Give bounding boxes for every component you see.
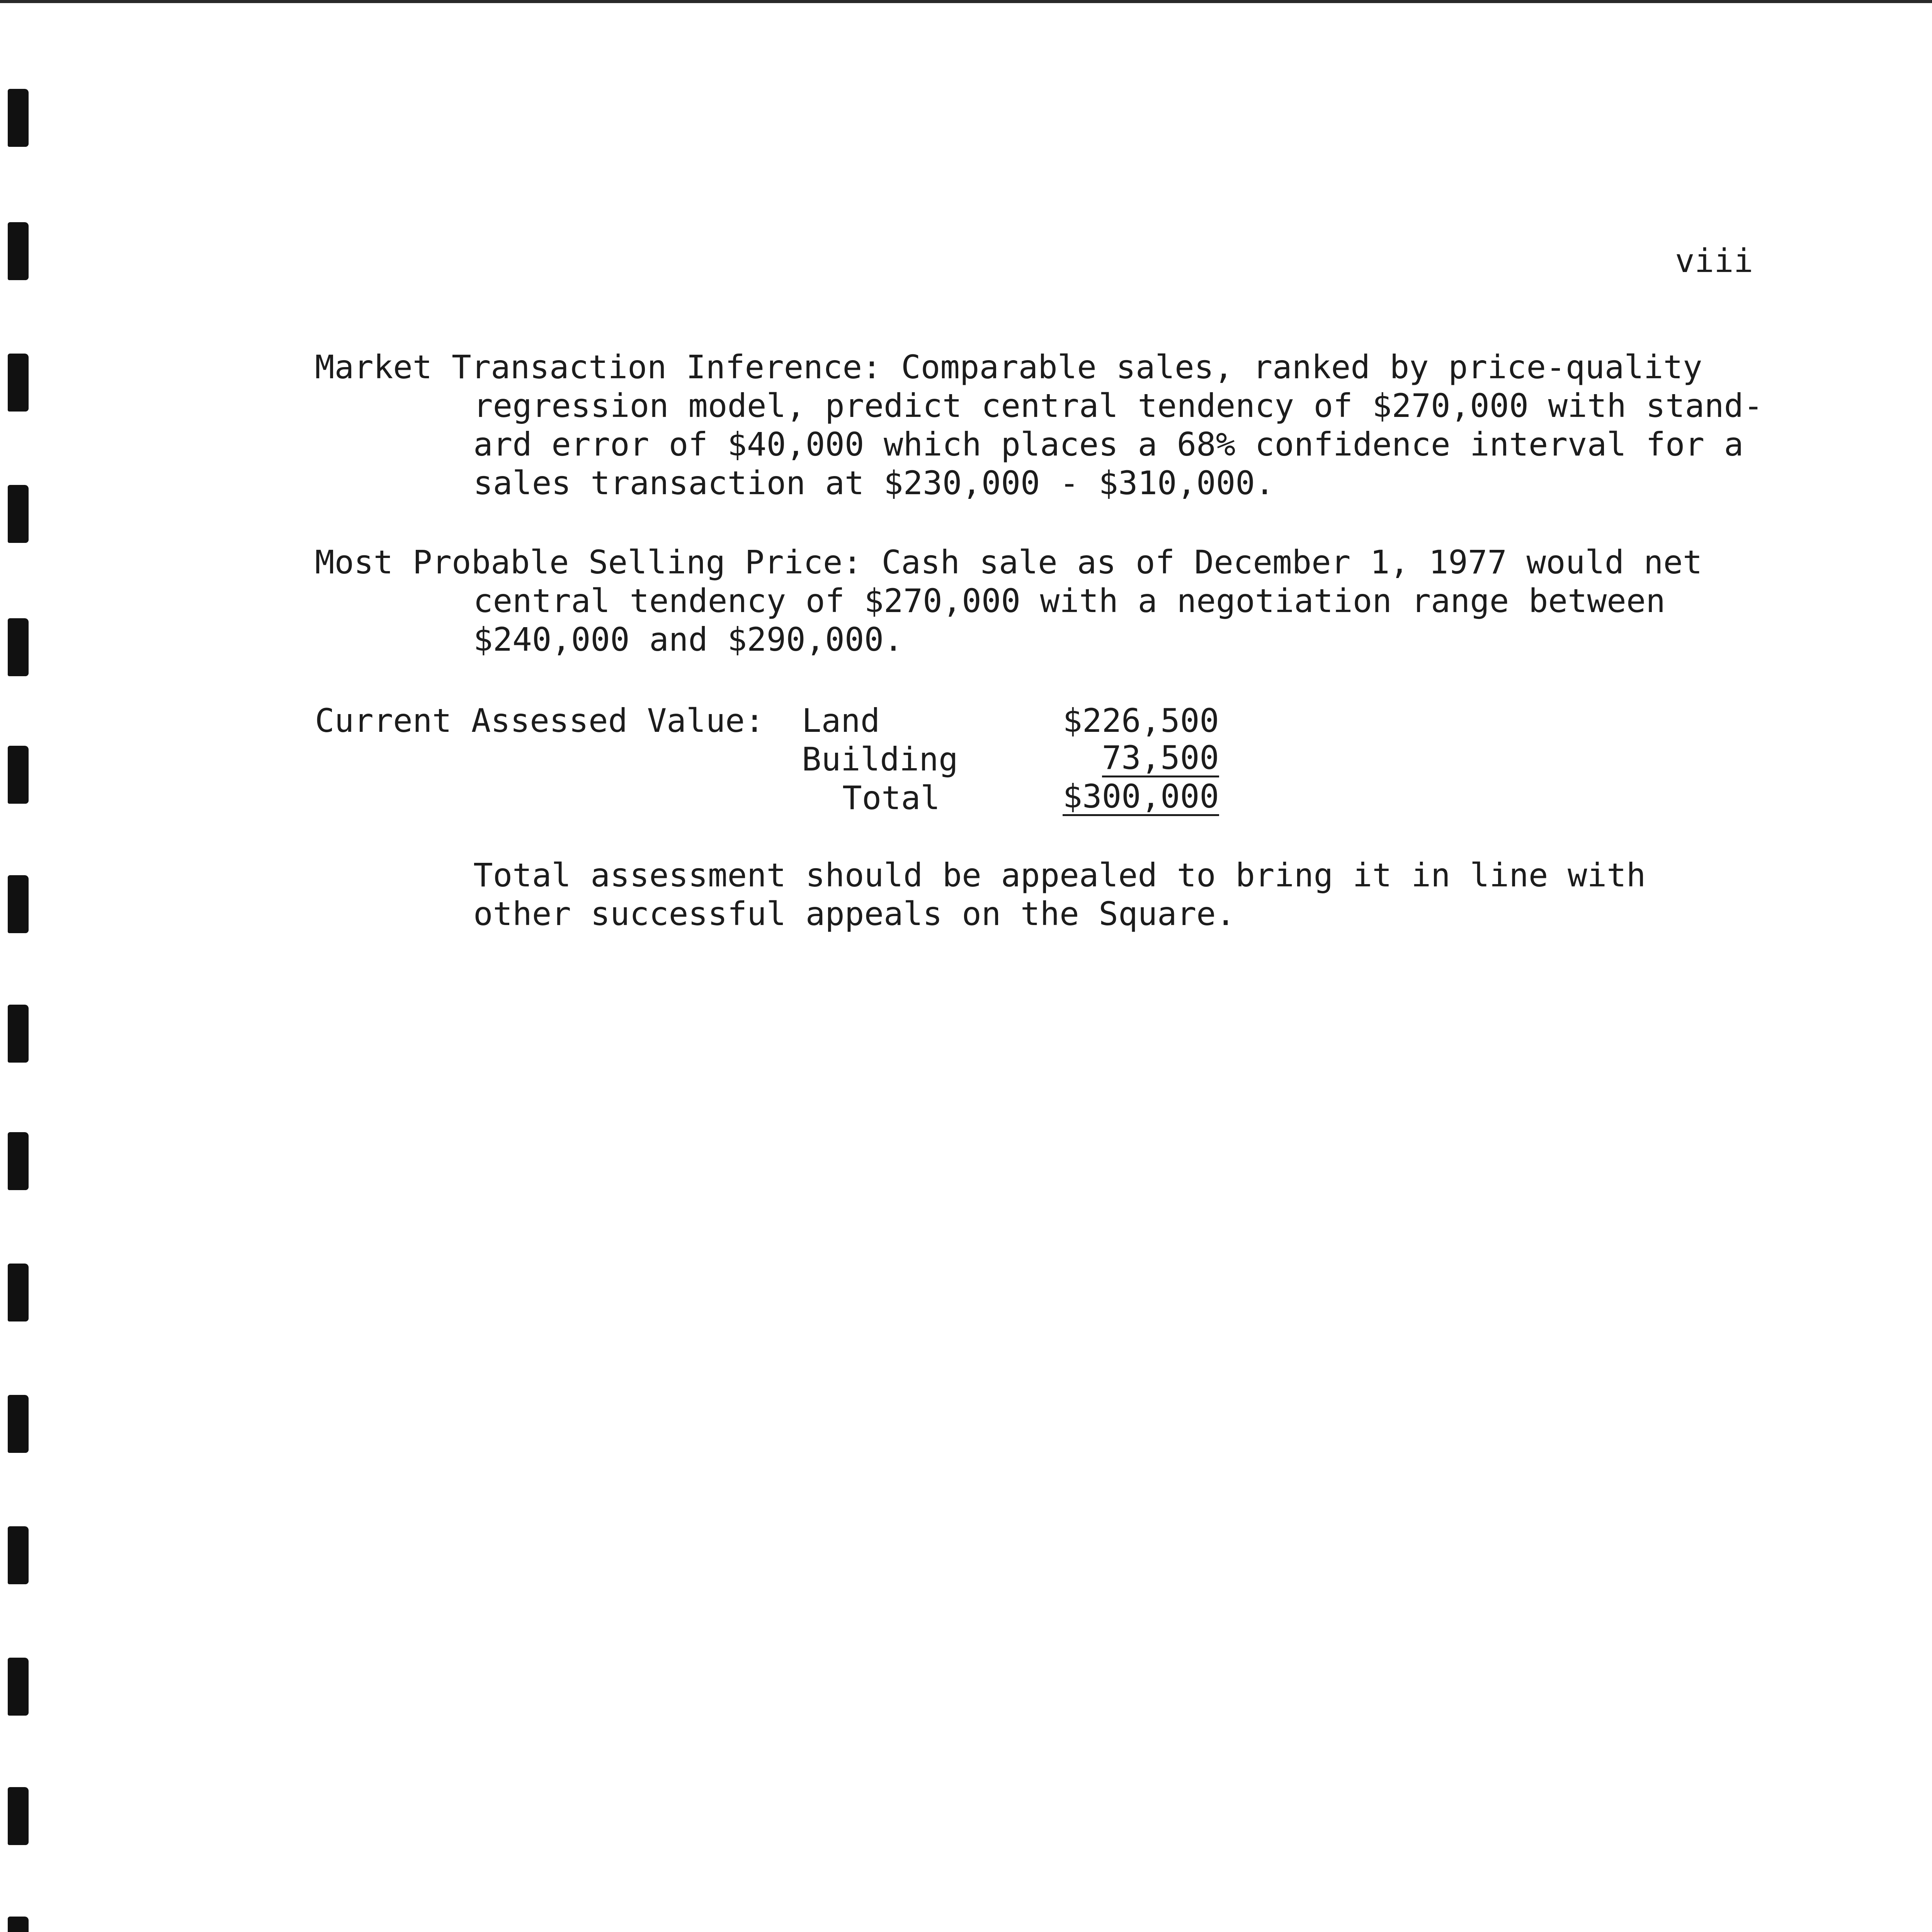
- assessed-value-label: Current Assessed Value:: [315, 702, 765, 740]
- binding-hole: [8, 1658, 29, 1716]
- most-probable-selling-price-paragraph: [315, 543, 1783, 659]
- binding-hole: [8, 618, 29, 676]
- binding-hole: [8, 1264, 29, 1321]
- paragraph-line: regression model, predict central tendency of $270,000 with stand-: [473, 387, 1763, 425]
- binding-hole: [8, 1526, 29, 1584]
- assessed-value-row: [802, 740, 1219, 779]
- paragraph-line: $240,000 and $290,000.: [473, 621, 903, 658]
- paragraph-line: Market Transaction Inference: Comparable sales, ranked by price-quality: [315, 348, 1702, 386]
- binding-hole: [8, 1395, 29, 1453]
- assessed-value-row: [802, 779, 1219, 817]
- paragraph-line: central tendency of $270,000 with a negotiation range between: [473, 582, 1665, 620]
- assessed-value-row: [802, 701, 1219, 740]
- assessed-item-building: Building: [802, 740, 958, 778]
- paragraph-line: ard error of $40,000 which places a 68% confidence interval for a: [473, 425, 1744, 463]
- current-assessed-value-table: [315, 701, 1242, 825]
- binding-hole: [8, 875, 29, 933]
- binding-hole: [8, 1005, 29, 1063]
- assessed-amount-total: $300,000: [1063, 777, 1219, 815]
- paragraph-line: Most Probable Selling Price: Cash sale as of December 1, 1977 would net: [315, 543, 1702, 581]
- paragraph-line: sales transaction at $230,000 - $310,000.: [473, 464, 1275, 502]
- binding-hole: [8, 485, 29, 543]
- page-number: viii: [1675, 242, 1753, 280]
- binding-hole: [8, 354, 29, 412]
- assessed-item-land: Land: [802, 702, 880, 740]
- binding-hole: [8, 746, 29, 804]
- page-top-edge: [0, 0, 1932, 3]
- assessed-amount-building: 73,500: [1102, 739, 1219, 777]
- assessed-amount-land: $226,500: [1063, 702, 1219, 740]
- binding-hole: [8, 89, 29, 147]
- note-line: Total assessment should be appealed to bring it in line with: [473, 856, 1646, 894]
- binding-hole: [8, 1787, 29, 1845]
- assessed-item-total: Total: [842, 779, 940, 817]
- note-line: other successful appeals on the Square.: [473, 895, 1236, 933]
- binding-hole: [8, 1917, 29, 1932]
- assessment-appeal-note: [473, 856, 1671, 933]
- binding-hole: [8, 222, 29, 280]
- market-transaction-inference-paragraph: [315, 348, 1783, 502]
- binding-hole: [8, 1132, 29, 1190]
